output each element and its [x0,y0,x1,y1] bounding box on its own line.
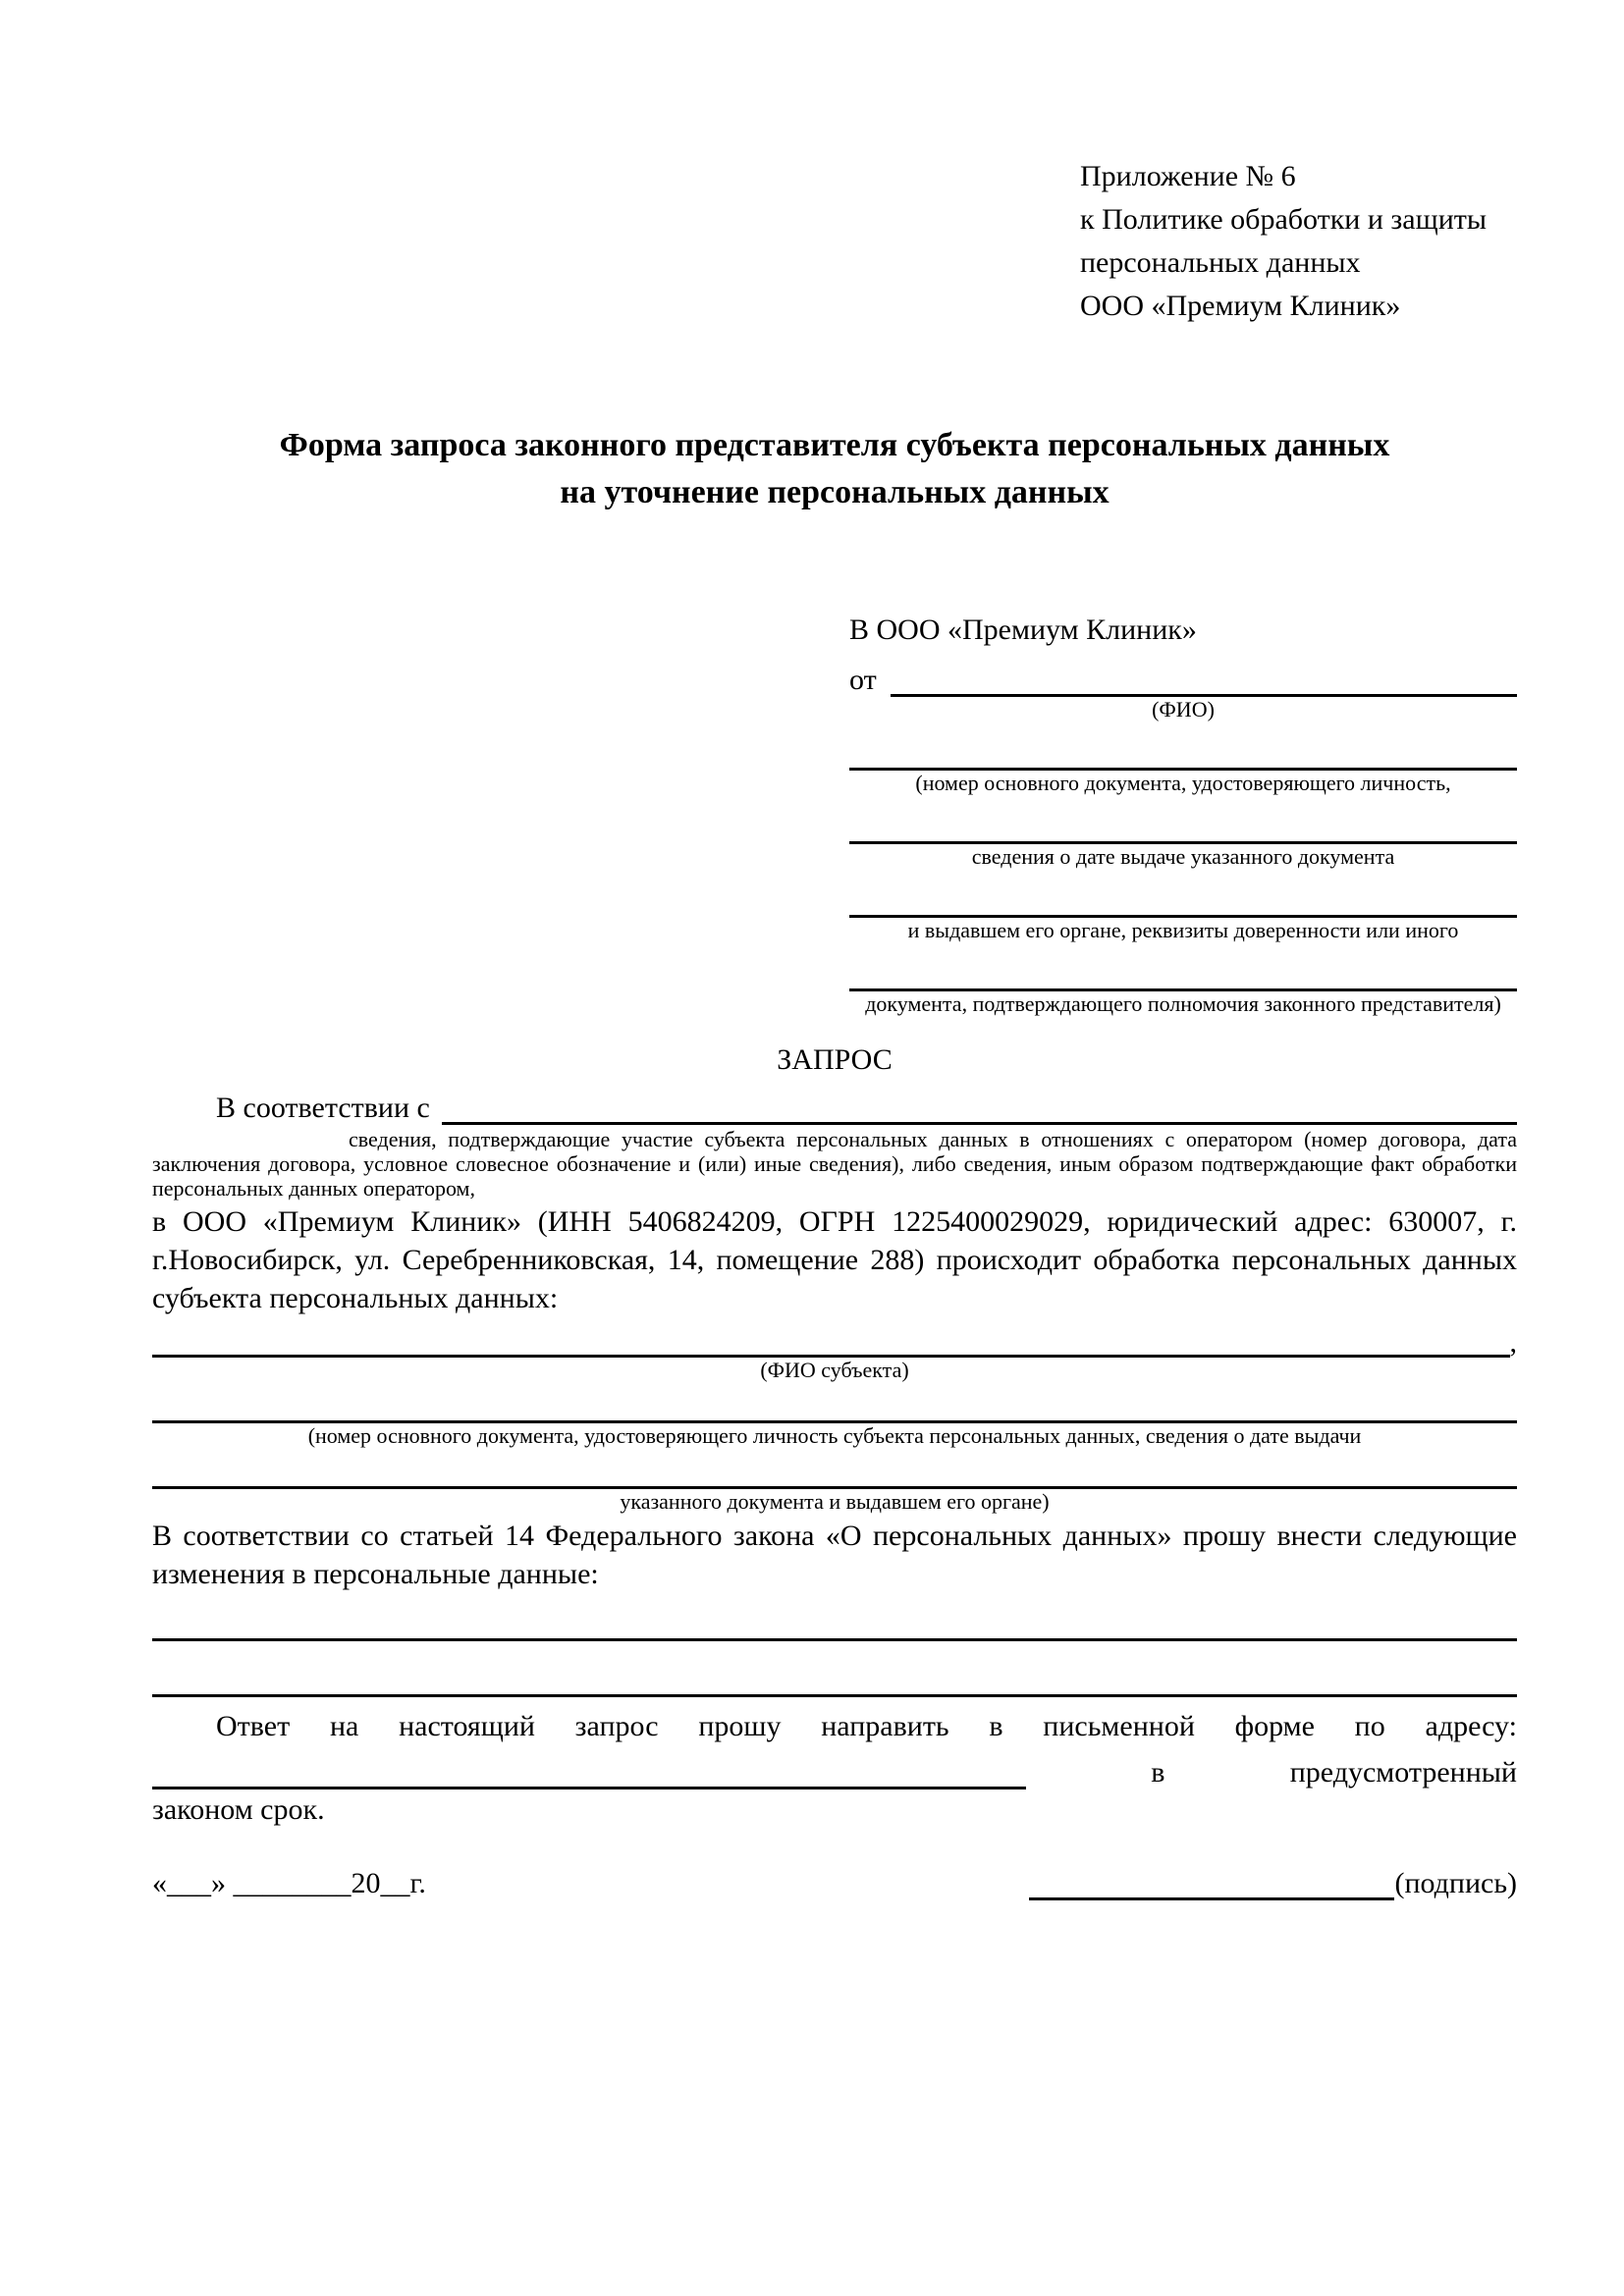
from-label: от [849,664,877,696]
representative-document-field-3[interactable] [849,870,1517,918]
trailing-comma: , [1509,1326,1517,1359]
subject-document-caption-top: (номер основного документа, удостоверяющего личность субъекта персональных данных, сведения о дате выдачи [307,1423,1362,1448]
answer-address-row [152,1746,1517,1789]
answer-word-in: в [1151,1756,1165,1789]
date-field[interactable]: «___» ________20__г. [152,1867,426,1899]
footer-row [152,1864,1517,1900]
signature-caption: (подпись) [1394,1867,1517,1899]
subject-fio-caption: (ФИО субъекта) [760,1358,909,1382]
subject-document-field-2[interactable] [152,1449,1517,1489]
addressee-block [849,609,1517,1017]
basis-footnote: сведения, подтверждающие участие субъекта персональных данных в отношениях с оператором (номер договора, дата заключения договора, условное словесное обозначение и (или) иные сведения), либо сведения, иным образом подтверждающие факт обработки персональных данных оператором, [152,1127,1517,1201]
accordance-lead: В соответствии с [216,1092,430,1124]
subject-fio-field[interactable] [152,1317,1510,1358]
fio-caption: (ФИО) [1152,697,1215,721]
accordance-row [152,1086,1517,1125]
representative-document-field-1[interactable] [849,722,1517,771]
addressee-org: В ООО «Премиум Клиник» [849,614,1197,646]
subject-document-row-2 [152,1449,1517,1489]
appendix-block [1080,155,1517,328]
basis-field[interactable] [442,1122,1517,1125]
signature-field[interactable] [1029,1864,1394,1900]
representative-doc-caption-3: и выдавшем его органе, реквизиты доверенности или иного [907,918,1459,942]
title-line-2: на уточнение персональных данных [560,474,1110,510]
answer-word-due: предусмотренный [1289,1756,1517,1789]
operator-paragraph: в ООО «Премиум Клиник» (ИНН 5406824209, ОГРН 1225400029029, юридический адрес: 630007, г. г.Новосибирск, ул. Серебренниковская, 14, помещение 288) происходит обработка персональных данных субъекта персональных данных: [152,1205,1517,1314]
request-heading: ЗАПРОС [777,1043,893,1076]
representative-doc-caption-4: документа, подтверждающего полномочия законного представителя) [865,991,1501,1016]
changes-field-2[interactable] [152,1641,1517,1697]
appendix-line-4: ООО «Премиум Клиник» [1080,290,1401,322]
answer-tail: законом срок. [152,1793,325,1826]
answer-lead: Ответ на настоящий запрос прошу направить в письменной форме по адресу: [216,1710,1517,1742]
representative-doc-caption-2: сведения о дате выдаче указанного документа [971,844,1395,869]
title-line-1: Форма запроса законного представителя субъекта персональных данных [279,427,1390,463]
subject-document-row-1 [152,1383,1517,1423]
representative-document-field-4[interactable] [849,943,1517,991]
representative-doc-caption-1: (номер основного документа, удостоверяющего личность, [915,771,1451,795]
signature-block [1029,1864,1517,1900]
appendix-line-2: к Политике обработки и защиты [1080,203,1488,236]
subject-document-caption-bottom: указанного документа и выдавшем его органе) [620,1489,1050,1514]
appendix-line-1: Приложение № 6 [1080,160,1296,192]
subject-document-field-1[interactable] [152,1383,1517,1423]
changes-field-1[interactable] [152,1593,1517,1641]
from-row [849,652,1517,697]
address-field[interactable] [152,1749,1026,1789]
appendix-line-3: персональных данных [1080,246,1361,279]
article-paragraph: В соответствии со статьей 14 Федерального закона «О персональных данных» прошу внести следующие изменения в персональные данные: [152,1520,1517,1590]
subject-fio-row [152,1317,1517,1358]
representative-document-field-2[interactable] [849,796,1517,844]
document-title [152,422,1517,516]
